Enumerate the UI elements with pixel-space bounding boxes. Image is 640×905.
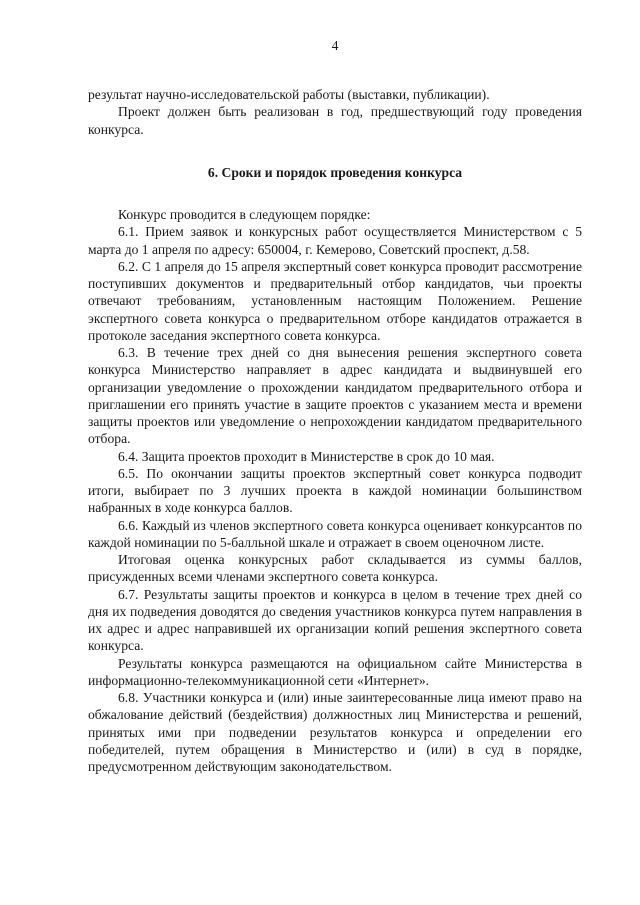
paragraph: Результаты конкурса размещаются на официальном сайте Министерства в информационно-телекоммуникационной сети «Интернет».	[88, 655, 582, 688]
paragraph: Итоговая оценка конкурсных работ складывается из суммы баллов, присужденных всеми членами экспертного совета конкурса.	[88, 552, 582, 585]
paragraph: 6.1. Прием заявок и конкурсных работ осуществляется Министерством с 5 марта до 1 апреля по адресу: 650004, г. Кемерово, Советский проспект, д.58.	[88, 224, 582, 257]
paragraph: 6.5. По окончании защиты проектов экспертный совет конкурса подводит итоги, выбирает по 3 лучших проекта в каждой номинации большинством набранных в ходе конкурса баллов.	[88, 465, 582, 516]
paragraph: Проект должен быть реализован в год, предшествующий году проведения конкурса.	[88, 104, 582, 137]
page-number: 4	[331, 38, 339, 53]
paragraph: 6.3. В течение трех дней со дня вынесения решения экспертного совета конкурса Министерство направляет в адрес кандидата и выдвинувшей его организации уведомление о прохождении кандидатом предварительного отбора и приглашении его принять участие в защите проектов с указанием места и времени защиты проектов или уведомление о непрохождении кандидатом предварительного отбора.	[88, 345, 582, 447]
paragraph: 6.6. Каждый из членов экспертного совета конкурса оценивает конкурсантов по каждой номинации по 5-балльной шкале и отражает в своем оценочном листе.	[88, 517, 582, 550]
document-page	[88, 37, 582, 775]
section-heading: 6. Сроки и порядок проведения конкурса	[207, 164, 463, 180]
paragraph: 6.2. С 1 апреля до 15 апреля экспертный совет конкурса проводит рассмотрение поступивших документов и предварительный отбор кандидатов, чьи проекты отвечают требованиям, установленным настоящим Положением. Решение экспертного совета конкурса о предварительном отборе кандидатов отражается в протоколе заседания экспертного совета конкурса.	[88, 258, 582, 343]
paragraph: 6.7. Результаты защиты проектов и конкурса в целом в течение трех дней со дня их подведения доводятся до сведения участников конкурса путем направления в их адрес и адрес направившей их организации копий решения экспертного совета конкурса.	[88, 586, 582, 654]
paragraph: результат научно-исследовательской работы (выставки, публикации).	[88, 87, 490, 102]
paragraph: 6.8. Участники конкурса и (или) иные заинтересованные лица имеют право на обжалование действий (бездействия) должностных лиц Министерства и решений, принятых ими при подведении результатов конкурса и определении его победителей, путем обращения в Министерство и (или) в суд в порядке, предусмотренном действующим законодательством.	[88, 690, 582, 774]
paragraph: Конкурс проводится в следующем порядке:	[118, 207, 371, 222]
paragraph: 6.4. Защита проектов проходит в Министерстве в срок до 10 мая.	[118, 448, 495, 464]
